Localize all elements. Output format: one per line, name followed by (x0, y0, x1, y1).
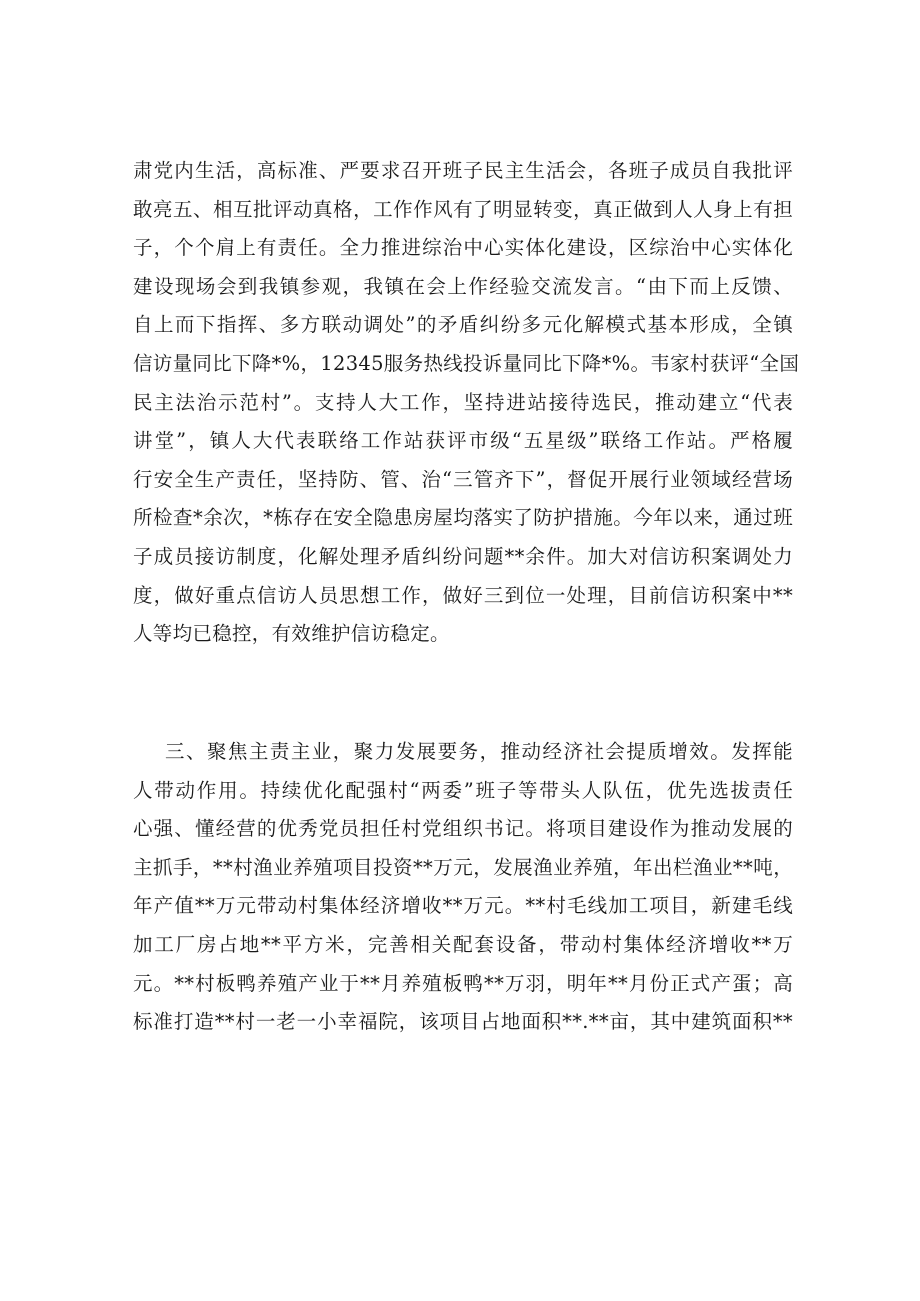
paragraph-line: 信访量同比下降*%，12345服务热线投诉量同比下降*%。韦家村获评“全国 (133, 351, 800, 375)
paragraph-line: 自上而下指挥、多方联动调处”的矛盾纠纷多元化解模式基本形成，全镇 (133, 313, 793, 337)
paragraph-line: 加工厂房占地**平方米，完善相关配套设备，带动村集体经济增收**万 (133, 932, 793, 956)
paragraph-line: 心强、懂经营的优秀党员担任村党组织书记。将项目建设作为推动发展的 (133, 817, 793, 841)
paragraph-line: 讲堂”，镇人大代表联络工作站获评市级“五星级”联络工作站。严格履 (133, 429, 793, 453)
paragraph-line: 行安全生产责任，坚持防、管、治“三管齐下”，督促开展行业领域经营场 (133, 467, 793, 491)
paragraph-line: 所检查*余次，*栋存在安全隐患房屋均落实了防护措施。今年以来，通过班 (133, 506, 793, 530)
paragraph-line: 人等均已稳控，有效维护信访稳定。 (133, 622, 450, 646)
paragraph-line: 子，个个肩上有责任。全力推进综治中心实体化建设，区综治中心实体化 (133, 236, 793, 260)
paragraph-line: 建设现场会到我镇参观，我镇在会上作经验交流发言。“由下而上反馈、 (133, 274, 793, 298)
paragraph-line: 敢亮五、相互批评动真格，工作作风有了明显转变，真正做到人人身上有担 (133, 197, 793, 221)
paragraph-line: 度，做好重点信访人员思想工作，做好三到位一处理，目前信访积案中** (133, 583, 793, 607)
paragraph-line: 民主法治示范村”。支持人大工作，坚持进站接待选民，推动建立“代表 (133, 390, 793, 414)
paragraph-line: 人带动作用。持续优化配强村“两委”班子等带头人队伍，优先选拔责任 (133, 778, 793, 802)
paragraph-2 (133, 733, 793, 1042)
paragraph-1 (133, 152, 800, 654)
paragraph-line: 肃党内生活，高标准、严要求召开班子民主生活会，各班子成员自我批评 (133, 159, 793, 182)
paragraph-line: 元。**村板鸭养殖产业于**月养殖板鸭**万羽，明年**月份正式产蛋；高 (133, 971, 793, 995)
paragraph-line: 三、聚焦主责主业，聚力发展要务，推动经济社会提质增效。发挥能 (165, 740, 793, 763)
paragraph-line: 子成员接访制度，化解处理矛盾纠纷问题**余件。加大对信访积案调处力 (133, 544, 793, 568)
paragraph-line: 主抓手，**村渔业养殖项目投资**万元，发展渔业养殖，年出栏渔业**吨， (133, 855, 793, 879)
paragraph-line: 年产值**万元带动村集体经济增收**万元。**村毛线加工项目，新建毛线 (133, 894, 793, 918)
paragraph-line: 标准打造**村一老一小幸福院，该项目占地面积**.**亩，其中建筑面积** (133, 1010, 793, 1034)
